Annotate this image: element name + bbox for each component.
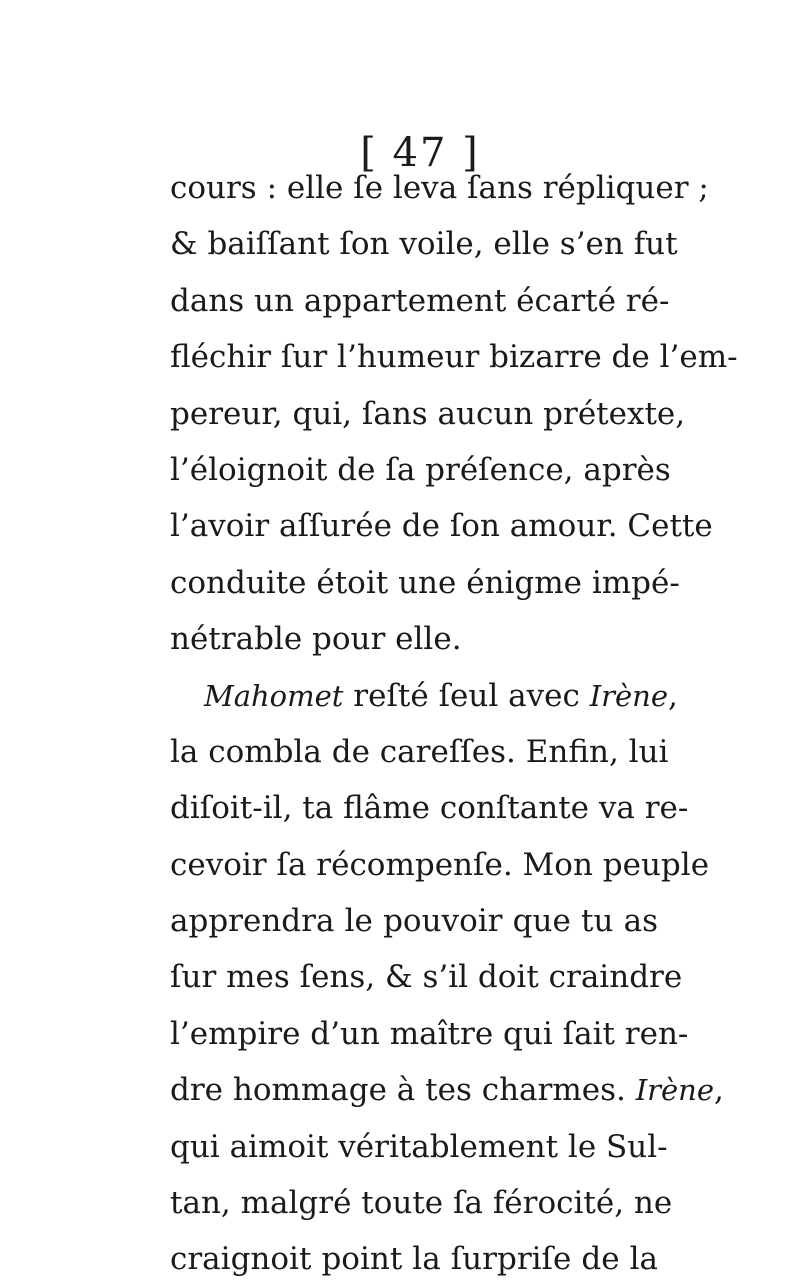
text-line bbox=[170, 273, 670, 329]
text-segment: diſoit-il, ta flâme conſtante va re- bbox=[170, 790, 689, 827]
page-number: [ 47 ] bbox=[360, 130, 480, 176]
italic-name: Mahomet bbox=[204, 678, 344, 713]
text-line bbox=[170, 442, 671, 498]
text-segment: pereur, qui, ſans aucun prétexte, bbox=[170, 395, 686, 432]
text-segment: l’empire d’un maître qui ſait ren- bbox=[170, 1015, 689, 1052]
text-segment: cevoir ſa récompenſe. Mon peuple bbox=[170, 846, 710, 883]
text-line bbox=[170, 837, 710, 893]
text-segment: & baiſſant ſon voile, elle s’en fut bbox=[170, 226, 678, 263]
text-line bbox=[170, 893, 658, 949]
text-segment: l’avoir aſſurée de ſon amour. Cette bbox=[170, 508, 713, 545]
text-line bbox=[170, 780, 689, 836]
text-line bbox=[170, 1062, 724, 1118]
italic-name: Irène bbox=[635, 1073, 715, 1108]
text-line bbox=[170, 498, 713, 554]
text-segment: fléchir ſur l’humeur bizarre de l’em- bbox=[170, 339, 738, 376]
text-segment: ſur mes ſens, & s’il doit craindre bbox=[170, 959, 683, 996]
text-line bbox=[170, 949, 683, 1005]
text-line bbox=[170, 386, 686, 442]
text-segment: qui aimoit véritablement le Sul- bbox=[170, 1128, 668, 1165]
text-line bbox=[170, 555, 680, 611]
text-segment: dans un appartement écarté ré- bbox=[170, 282, 670, 319]
text-segment: apprendra le pouvoir que tu as bbox=[170, 903, 658, 940]
text-segment: la combla de careſſes. Enfin, lui bbox=[170, 733, 669, 770]
text-segment: cours : elle ſe leva ſans répliquer ; bbox=[170, 170, 709, 206]
text-segment: nétrable pour elle. bbox=[170, 621, 462, 658]
text-segment: l’éloignoit de ſa préſence, après bbox=[170, 451, 671, 488]
text-line bbox=[170, 160, 709, 216]
text-line bbox=[170, 1006, 689, 1062]
text-line bbox=[170, 1119, 668, 1175]
text-line bbox=[170, 1231, 658, 1287]
text-segment: conduite étoit une énigme impé- bbox=[170, 564, 680, 601]
text-segment: craignoit point la ſurpriſe de la bbox=[170, 1241, 658, 1278]
text-line bbox=[170, 1175, 673, 1231]
text-segment: , bbox=[714, 1072, 724, 1109]
text-line bbox=[170, 611, 658, 667]
text-segment: reſté ſeul avec bbox=[343, 677, 590, 714]
text-line bbox=[170, 329, 738, 385]
text-line bbox=[170, 216, 678, 272]
text-line bbox=[170, 668, 678, 724]
text-segment: , bbox=[668, 677, 678, 714]
text-segment: tan, malgré toute ſa férocité, ne bbox=[170, 1185, 673, 1222]
body-text bbox=[170, 160, 738, 1288]
text-line bbox=[170, 724, 669, 780]
italic-name: Irène bbox=[589, 678, 669, 713]
text-segment: dre hommage à tes charmes. bbox=[170, 1072, 636, 1109]
